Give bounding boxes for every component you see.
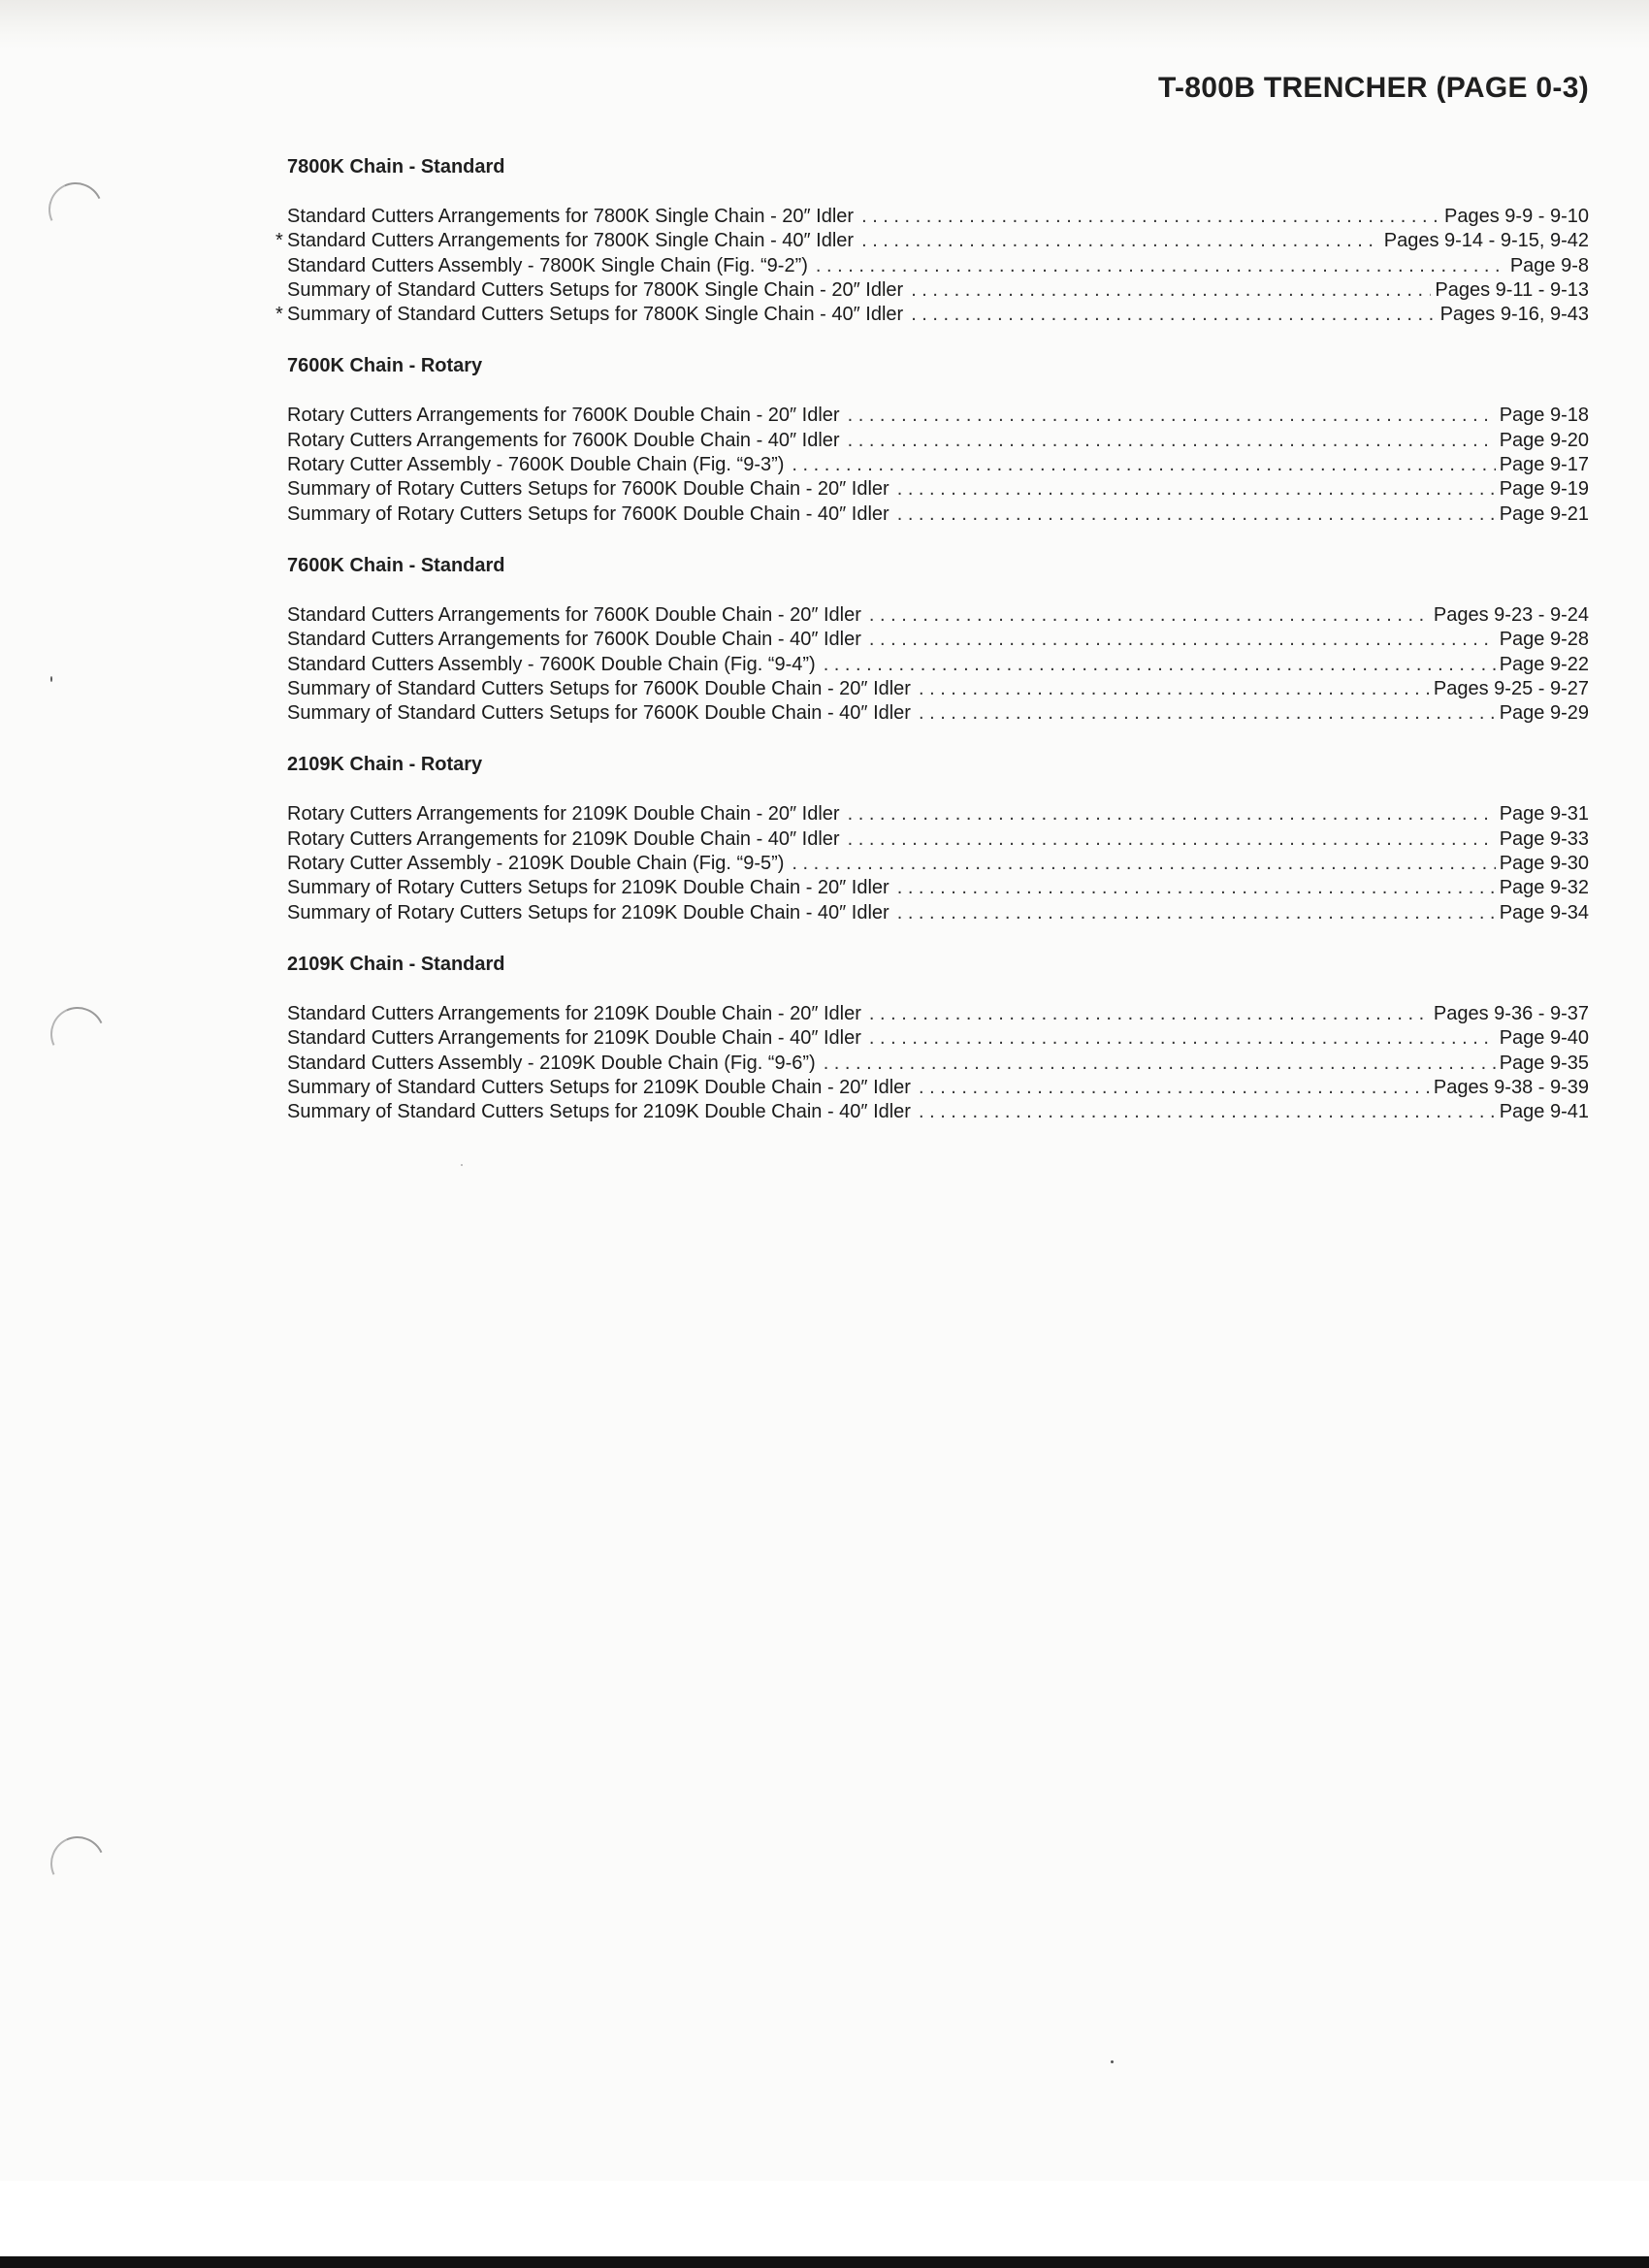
toc-entry	[275, 303, 1589, 327]
entry-label: Summary of Rotary Cutters Setups for 2109K Double Chain - 20″ Idler	[287, 877, 889, 899]
page-title: T-800B TRENCHER (PAGE 0-3)	[1158, 72, 1589, 104]
entry-page-ref: Page 9-35	[1499, 1052, 1589, 1074]
asterisk-marker: *	[275, 304, 283, 326]
entry-label: Summary of Rotary Cutters Setups for 2109K Double Chain - 40″ Idler	[287, 901, 889, 923]
entry-page-ref: Page 9-21	[1499, 502, 1589, 525]
toc-entry	[287, 1026, 1589, 1051]
dot-leader	[911, 278, 1431, 303]
dot-leader	[824, 653, 1496, 677]
dot-leader	[848, 827, 1496, 852]
entry-page-ref: Page 9-22	[1499, 653, 1589, 675]
toc-entry	[287, 827, 1589, 852]
entry-page-ref: Pages 9-38 - 9-39	[1433, 1076, 1589, 1098]
entry-label: Standard Cutters Arrangements for 7600K Double Chain - 20″ Idler	[287, 603, 861, 626]
dot-leader	[911, 303, 1436, 327]
dot-leader	[861, 229, 1380, 253]
dot-leader	[869, 1002, 1430, 1026]
entry-label: Rotary Cutters Arrangements for 2109K Double Chain - 40″ Idler	[287, 827, 840, 850]
dot-leader	[861, 205, 1440, 229]
entry-label: Summary of Rotary Cutters Setups for 7600K Double Chain - 20″ Idler	[287, 478, 889, 501]
scan-edge-bar	[0, 2256, 1649, 2268]
entry-label: Standard Cutters Arrangements for 2109K Double Chain - 20″ Idler	[287, 1002, 861, 1024]
toc-entry	[287, 1076, 1589, 1100]
toc-entry	[287, 453, 1589, 477]
entry-page-ref: Pages 9-23 - 9-24	[1433, 603, 1589, 626]
scan-speck	[461, 1164, 463, 1166]
entry-label: Standard Cutters Assembly - 2109K Double Chain (Fig. “9-6”)	[287, 1052, 816, 1074]
entry-label: Summary of Standard Cutters Setups for 7600K Double Chain - 20″ Idler	[287, 677, 911, 699]
dot-leader	[816, 254, 1506, 278]
dot-leader	[869, 1026, 1496, 1051]
entry-label: Rotary Cutters Arrangements for 2109K Double Chain - 20″ Idler	[287, 803, 840, 826]
entry-page-ref: Page 9-17	[1499, 454, 1589, 476]
paper-top-edge	[0, 0, 1649, 49]
scan-speck	[1111, 2060, 1114, 2063]
toc-entry	[287, 603, 1589, 628]
entry-page-ref: Page 9-18	[1499, 405, 1589, 427]
toc-section	[287, 953, 1589, 1124]
toc-entry	[287, 205, 1589, 229]
punch-hole-mark	[43, 1829, 113, 1898]
dot-leader	[792, 453, 1495, 477]
dot-leader	[792, 852, 1495, 876]
toc-entry	[287, 1100, 1589, 1124]
entry-label: Rotary Cutter Assembly - 7600K Double Chain (Fig. “9-3”)	[287, 454, 785, 476]
entry-page-ref: Page 9-41	[1499, 1101, 1589, 1123]
entry-page-ref: Page 9-34	[1499, 901, 1589, 923]
entry-label: Standard Cutters Arrangements for 7800K Single Chain - 40″ Idler	[287, 230, 855, 252]
entry-page-ref: Pages 9-36 - 9-37	[1433, 1002, 1589, 1024]
toc-entry	[287, 628, 1589, 652]
section-title: 2109K Chain - Rotary	[287, 754, 483, 776]
entry-label: Standard Cutters Arrangements for 2109K Double Chain - 40″ Idler	[287, 1027, 861, 1050]
entry-page-ref: Page 9-29	[1499, 702, 1589, 725]
toc-entry	[287, 1002, 1589, 1026]
toc-entry	[287, 901, 1589, 925]
scan-margin	[0, 2181, 1649, 2268]
toc-entry	[287, 653, 1589, 677]
table-of-contents	[275, 155, 1589, 1151]
toc-entry	[287, 404, 1589, 428]
toc-section	[287, 554, 1589, 726]
dot-leader	[869, 603, 1430, 628]
section-title: 2109K Chain - Standard	[287, 953, 505, 975]
dot-leader	[919, 701, 1496, 726]
entry-page-ref: Page 9-33	[1499, 827, 1589, 850]
entry-page-ref: Page 9-20	[1499, 429, 1589, 451]
entry-page-ref: Page 9-30	[1499, 853, 1589, 875]
dot-leader	[919, 1100, 1496, 1124]
toc-section	[287, 354, 1589, 526]
toc-entry	[287, 429, 1589, 453]
entry-page-ref: Pages 9-16, 9-43	[1439, 304, 1589, 326]
entry-label: Rotary Cutter Assembly - 2109K Double Chain (Fig. “9-5”)	[287, 853, 785, 875]
entry-label: Standard Cutters Assembly - 7800K Single Chain (Fig. “9-2”)	[287, 254, 808, 276]
entry-page-ref: Pages 9-14 - 9-15, 9-42	[1383, 230, 1589, 252]
entry-page-ref: Page 9-32	[1499, 877, 1589, 899]
toc-entry	[287, 254, 1589, 278]
toc-entry	[287, 278, 1589, 303]
toc-entry	[287, 802, 1589, 826]
entry-label: Rotary Cutters Arrangements for 7600K Double Chain - 40″ Idler	[287, 429, 840, 451]
entry-label: Summary of Standard Cutters Setups for 2109K Double Chain - 20″ Idler	[287, 1076, 911, 1098]
toc-entry	[287, 876, 1589, 900]
dot-leader	[897, 477, 1496, 502]
dot-leader	[848, 404, 1496, 428]
entry-page-ref: Page 9-28	[1499, 629, 1589, 651]
entry-label: Summary of Standard Cutters Setups for 7800K Single Chain - 20″ Idler	[287, 278, 904, 301]
section-title: 7800K Chain - Standard	[287, 156, 505, 178]
dot-leader	[848, 429, 1496, 453]
toc-section	[287, 753, 1589, 924]
entry-label: Standard Cutters Arrangements for 7600K Double Chain - 40″ Idler	[287, 629, 861, 651]
entry-label: Rotary Cutters Arrangements for 7600K Double Chain - 20″ Idler	[287, 405, 840, 427]
entry-page-ref: Page 9-8	[1509, 254, 1589, 276]
asterisk-marker: *	[275, 230, 283, 252]
entry-page-ref: Page 9-19	[1499, 478, 1589, 501]
entry-label: Summary of Standard Cutters Setups for 7600K Double Chain - 40″ Idler	[287, 702, 911, 725]
entry-page-ref: Pages 9-25 - 9-27	[1433, 677, 1589, 699]
dot-leader	[919, 1076, 1430, 1100]
toc-section	[275, 155, 1589, 327]
entry-label: Summary of Rotary Cutters Setups for 7600K Double Chain - 40″ Idler	[287, 502, 889, 525]
dot-leader	[919, 677, 1430, 701]
toc-entry	[287, 1052, 1589, 1076]
punch-hole-mark	[43, 999, 113, 1069]
toc-entry	[287, 502, 1589, 527]
dot-leader	[897, 901, 1496, 925]
entry-label: Standard Cutters Arrangements for 7800K Single Chain - 20″ Idler	[287, 206, 855, 227]
dot-leader	[824, 1052, 1496, 1076]
scan-speck	[50, 676, 52, 682]
dot-leader	[897, 502, 1496, 527]
dot-leader	[869, 628, 1496, 652]
toc-entry	[287, 852, 1589, 876]
entry-label: Summary of Standard Cutters Setups for 7800K Single Chain - 40″ Idler	[287, 304, 904, 326]
toc-entry	[287, 677, 1589, 701]
toc-entry	[287, 701, 1589, 726]
toc-entry	[275, 229, 1589, 253]
entry-page-ref: Page 9-31	[1499, 803, 1589, 826]
entry-page-ref: Page 9-40	[1499, 1027, 1589, 1050]
section-title: 7600K Chain - Rotary	[287, 355, 483, 377]
section-title: 7600K Chain - Standard	[287, 554, 505, 576]
dot-leader	[848, 802, 1496, 826]
entry-label: Summary of Standard Cutters Setups for 2109K Double Chain - 40″ Idler	[287, 1101, 911, 1123]
entry-label: Standard Cutters Assembly - 7600K Double Chain (Fig. “9-4”)	[287, 653, 816, 675]
punch-hole-mark	[41, 175, 111, 244]
dot-leader	[897, 876, 1496, 900]
entry-page-ref: Pages 9-9 - 9-10	[1444, 206, 1589, 227]
toc-entry	[287, 477, 1589, 502]
entry-page-ref: Pages 9-11 - 9-13	[1435, 278, 1589, 301]
